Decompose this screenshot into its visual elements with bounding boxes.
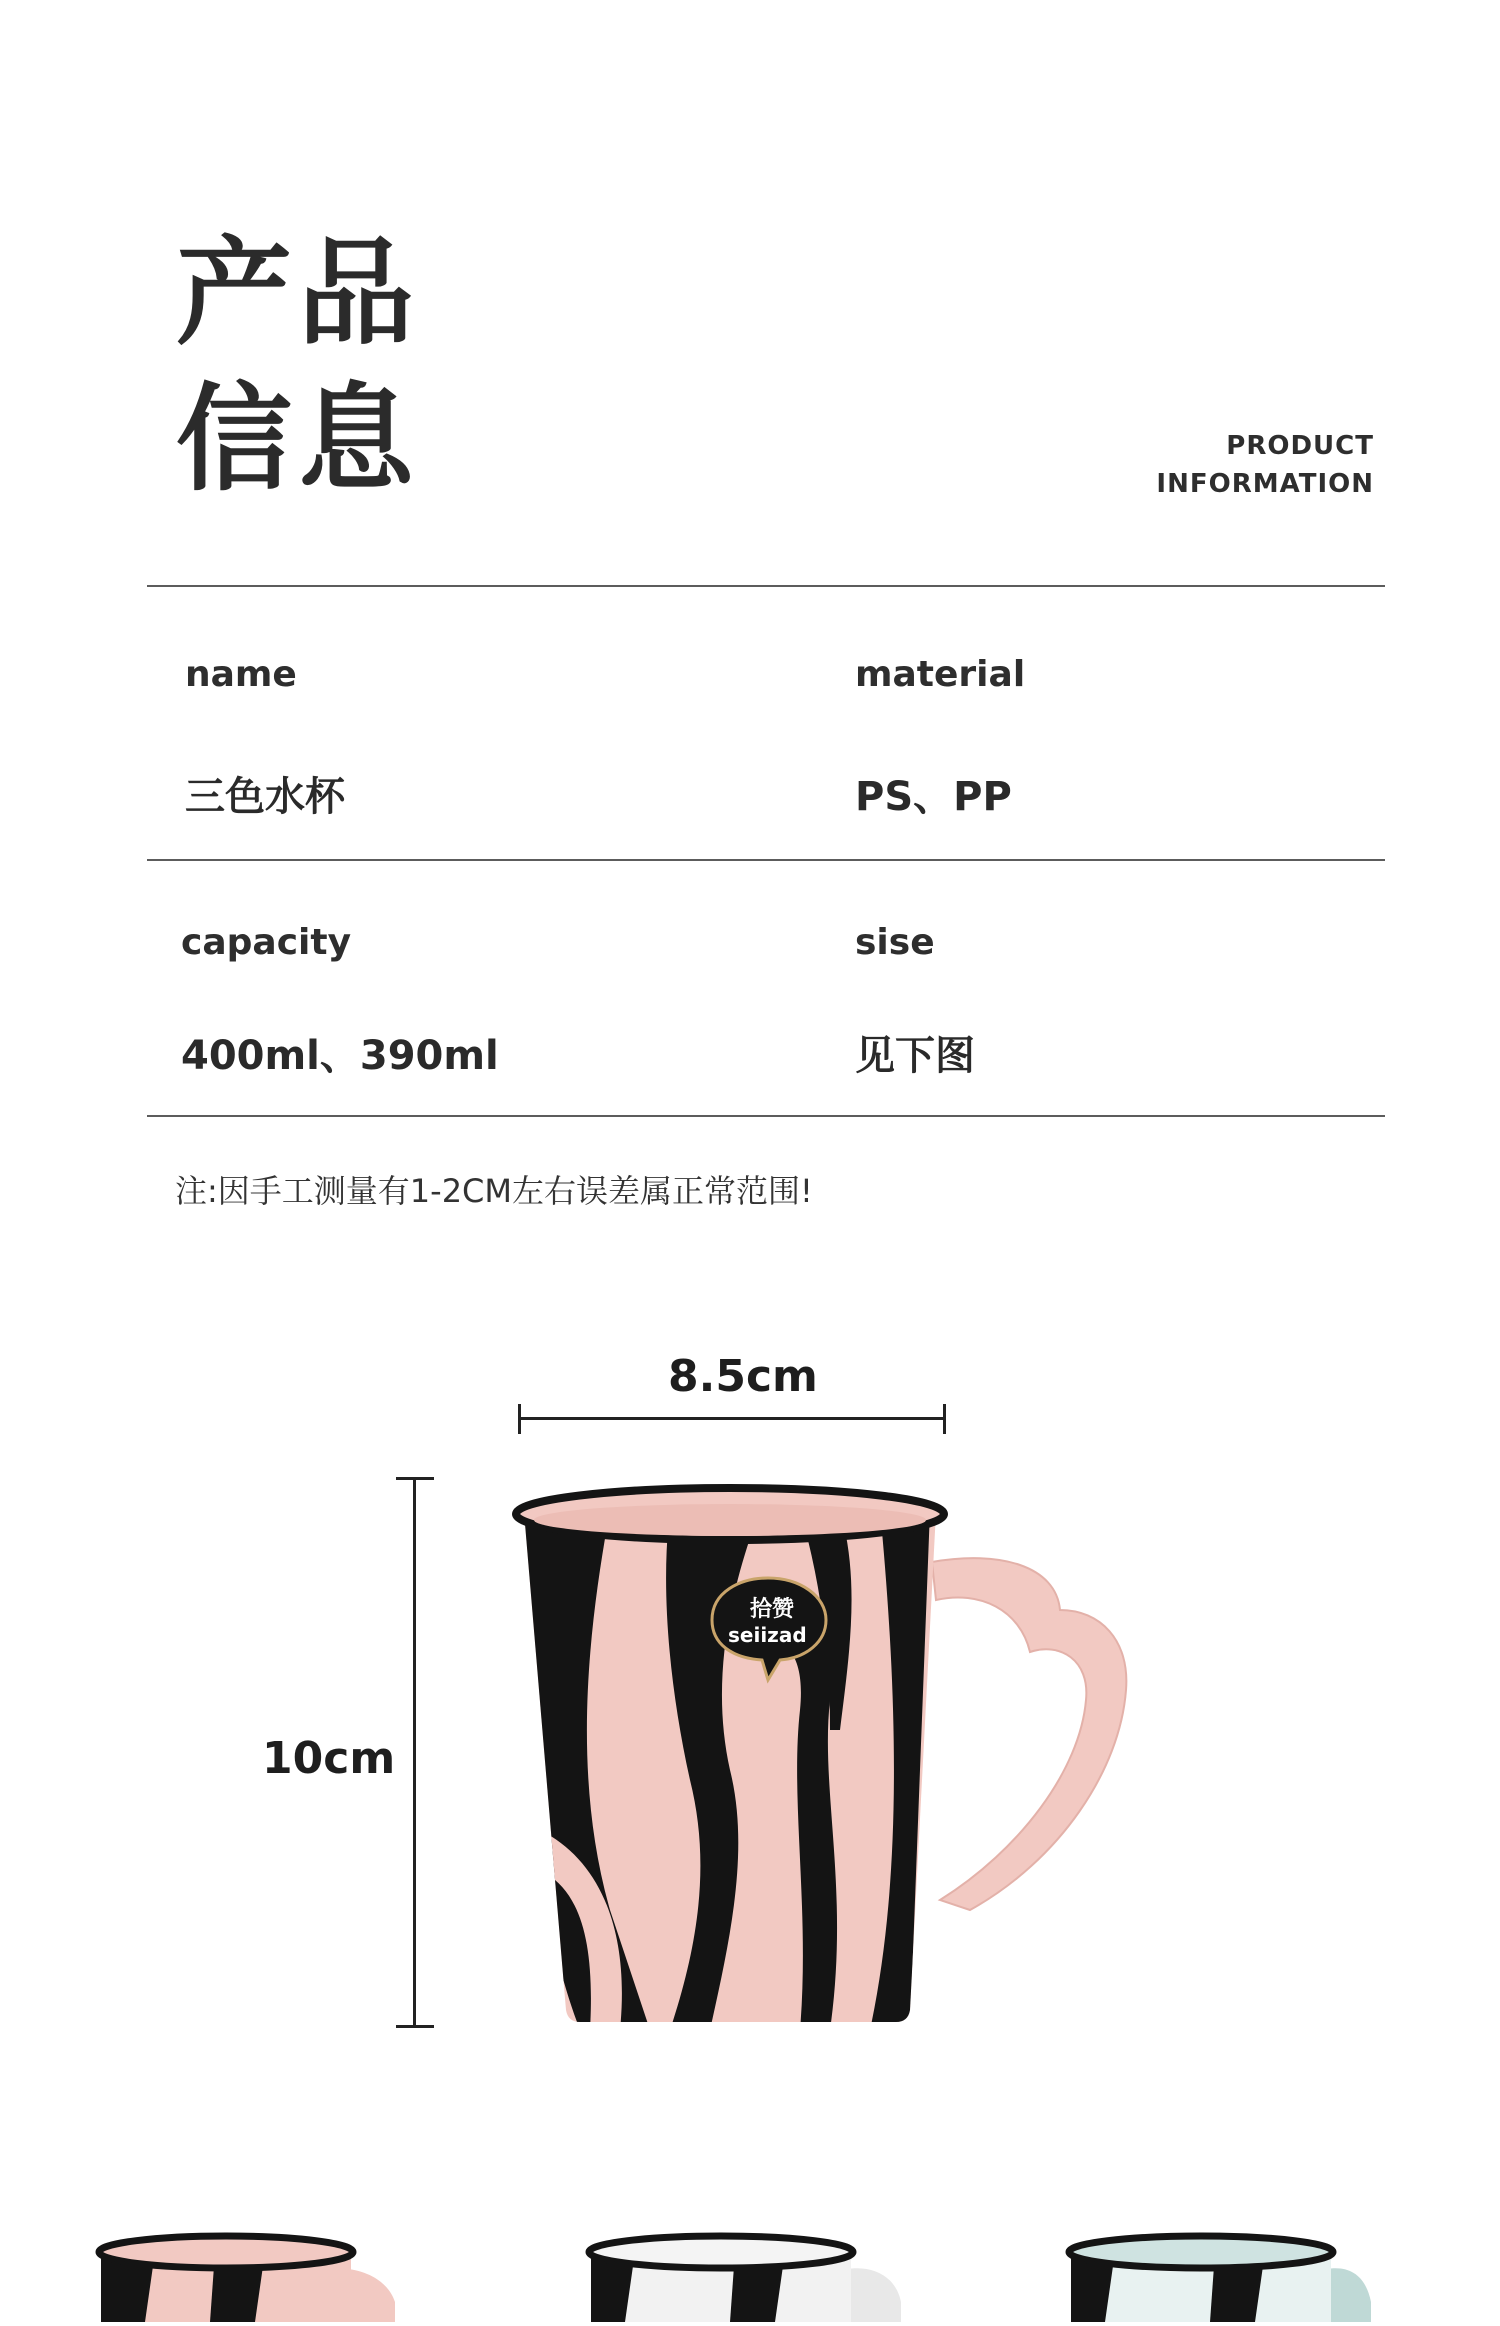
size-label: sise — [855, 922, 935, 963]
height-dimension-tick-top — [396, 1477, 434, 1480]
material-value: PS、PP — [855, 774, 1012, 820]
height-dimension-line — [413, 1477, 416, 2027]
page-title-line2: 信息 — [176, 372, 420, 507]
width-dimension-tick-left — [518, 1404, 521, 1434]
page-subtitle-line2: INFORMATION — [1156, 469, 1374, 499]
material-label: material — [855, 654, 1026, 695]
width-dimension-line — [518, 1417, 946, 1420]
measurement-note: 注:因手工测量有1-2CM左右误差属正常范围! — [175, 1172, 813, 1210]
product-image-pink-mug — [500, 1470, 1140, 2030]
product-thumb-pink — [95, 2232, 415, 2322]
table-middle-divider — [147, 859, 1385, 861]
brand-logo-cn: 拾赞 — [750, 1597, 795, 1622]
capacity-value: 400ml、390ml — [181, 1033, 499, 1079]
height-dimension-label: 10cm — [262, 1733, 396, 1784]
page-title-line1: 产品 — [176, 226, 420, 361]
table-bottom-divider — [147, 1115, 1385, 1117]
product-thumb-mint — [1065, 2232, 1385, 2322]
mug-svg — [500, 1470, 1140, 2030]
name-value: 三色水杯 — [185, 774, 345, 820]
product-thumb-white — [585, 2232, 905, 2322]
size-value: 见下图 — [855, 1033, 975, 1079]
table-top-divider — [147, 585, 1385, 587]
height-dimension-tick-bottom — [396, 2025, 434, 2028]
brand-logo-en: seiizad — [728, 1623, 807, 1647]
page-subtitle-line1: PRODUCT — [1226, 431, 1374, 461]
width-dimension-label: 8.5cm — [668, 1351, 818, 1402]
mug-handle — [932, 1558, 1126, 1910]
capacity-label: capacity — [181, 922, 352, 963]
name-label: name — [185, 654, 297, 695]
width-dimension-tick-right — [943, 1404, 946, 1434]
